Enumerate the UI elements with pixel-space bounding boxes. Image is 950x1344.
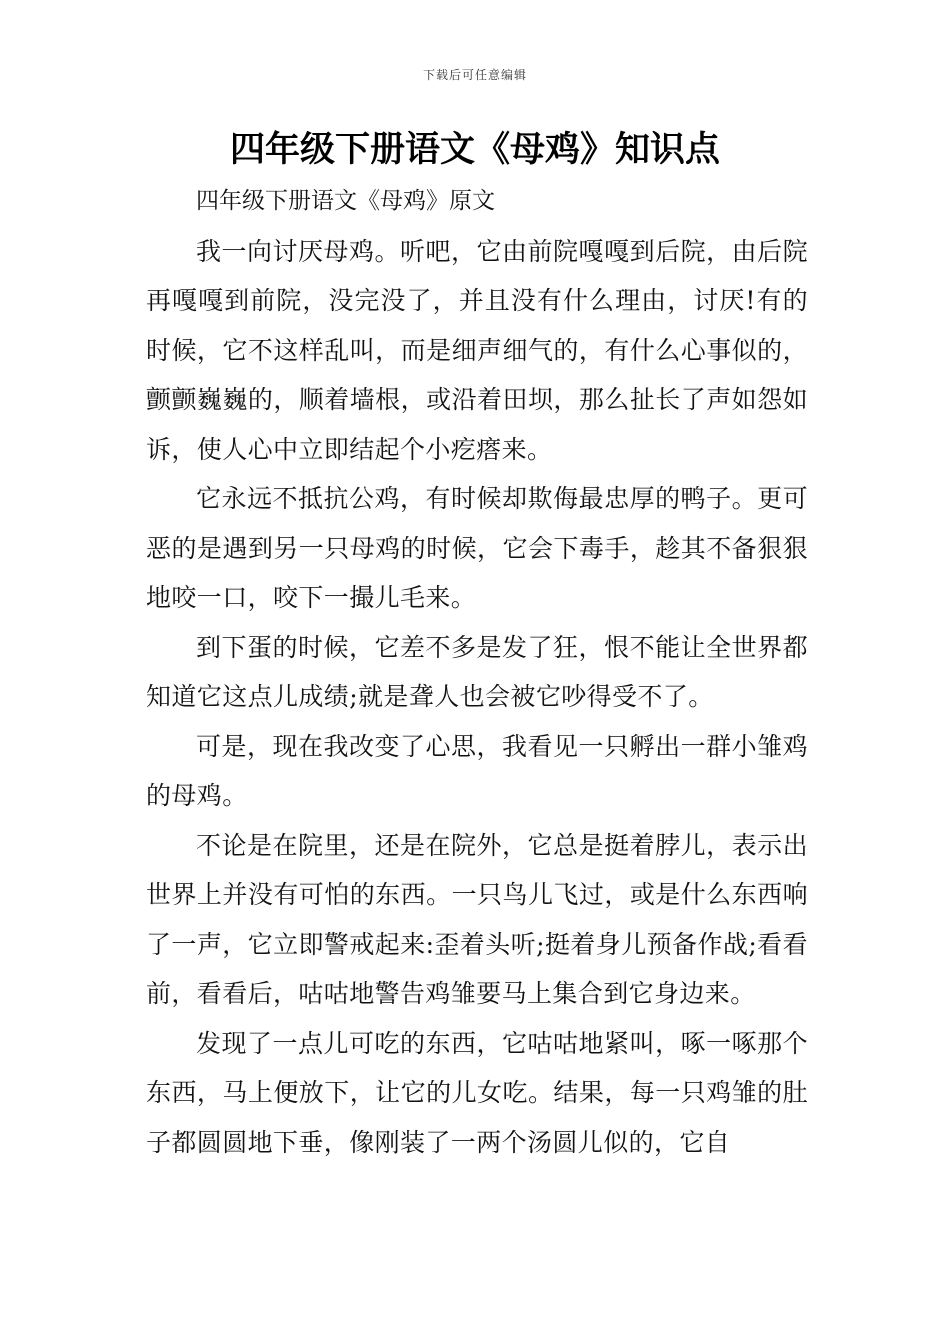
- paragraph-1: 我一向讨厌母鸡。听吧，它由前院嘎嘎到后院，由后院再嘎嘎到前院，没完没了，并且没有什么理由，讨厌!有的时候，它不这样乱叫，而是细声细气的，有什么心事似的，颤颤巍巍的，顺着墙根，或沿着田坝，那么扯长了声如怨如诉，使人心中立即结起个小疙瘩来。: [146, 236, 808, 464]
- section-subtitle: 四年级下册语文《母鸡》原文: [196, 188, 495, 214]
- document-title: 四年级下册语文《母鸡》知识点: [229, 130, 720, 170]
- paragraph-5: 不论是在院里，还是在院外，它总是挺着脖儿，表示出世界上并没有可怕的东西。一只鸟儿飞过，或是什么东西响了一声，它立即警戒起来:歪着头听;挺着身儿预备作战;看看前，看看后，咕咕地警告鸡雏要马上集合到它身边来。: [146, 830, 808, 1008]
- paragraph-6: 发现了一点儿可吃的东西，它咕咕地紧叫，啄一啄那个东西，马上便放下，让它的儿女吃。结果，每一只鸡雏的肚子都圆圆地下垂，像刚装了一两个汤圆儿似的，它自: [146, 1028, 808, 1157]
- paragraph-4: 可是，现在我改变了心思，我看见一只孵出一群小雏鸡的母鸡。: [146, 731, 808, 810]
- paragraph-2: 它永远不抵抗公鸡，有时候却欺侮最忠厚的鸭子。更可恶的是遇到另一只母鸡的时候，它会下毒手，趁其不备狠狠地咬一口，咬下一撮儿毛来。: [146, 484, 808, 612]
- header-note: 下载后可任意编辑: [422, 68, 527, 82]
- paragraph-3: 到下蛋的时候，它差不多是发了狂，恨不能让全世界都知道它这点儿成绩;就是聋人也会被它吵得受不了。: [146, 632, 808, 711]
- document-body: [146, 177, 808, 1167]
